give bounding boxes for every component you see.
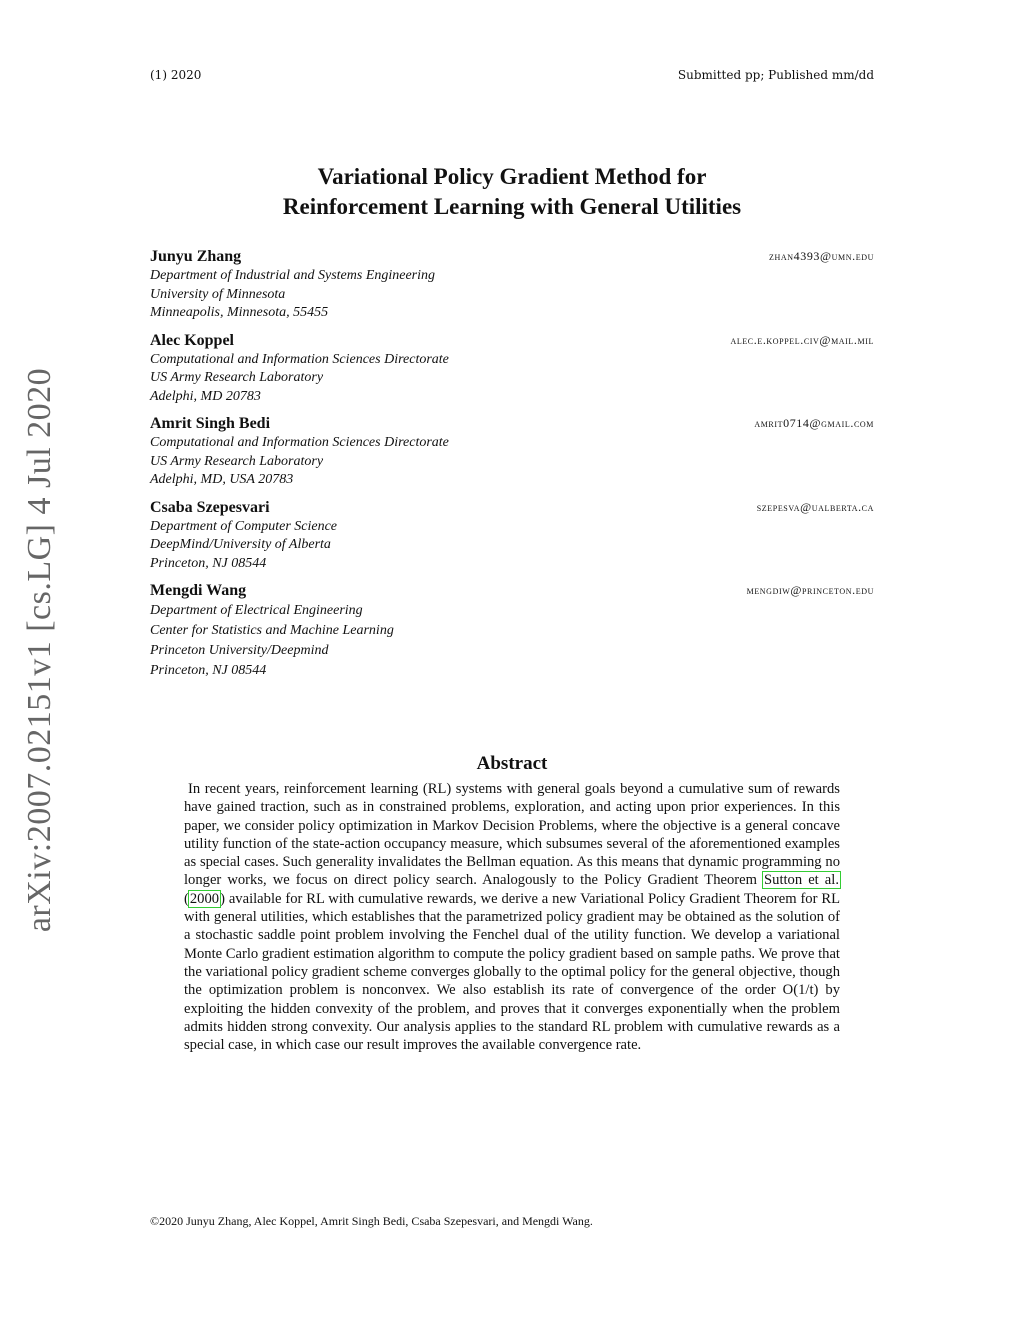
author-email[interactable]: amrit0714@gmail.com — [754, 416, 874, 430]
author-block — [150, 331, 874, 407]
affiliation-line: Computational and Information Sciences Directorate — [150, 351, 449, 367]
author-name: Csaba Szepesvari — [150, 498, 270, 516]
author-block — [150, 414, 874, 490]
author-name: Amrit Singh Bedi — [150, 415, 271, 432]
affiliation-line: Department of Electrical Engineering — [150, 603, 363, 618]
paper-title — [150, 162, 874, 222]
affiliation-line: Princeton University/Deepmind — [150, 643, 329, 658]
affiliation-line: Center for Statistics and Machine Learning — [150, 623, 394, 638]
affiliation-line: Princeton, NJ 08544 — [150, 663, 267, 678]
running-header-left: (1) 2020 — [150, 68, 202, 82]
author-block — [150, 247, 874, 323]
citation-link-author[interactable]: Sutton et al. — [764, 872, 839, 889]
title-line-2: Reinforcement Learning with General Utilities — [282, 194, 742, 219]
copyright-notice: ©2020 Junyu Zhang, Alec Koppel, Amrit Singh Bedi, Csaba Szepesvari, and Mengdi Wang. — [150, 1214, 593, 1228]
author-email[interactable]: mengdiw@princeton.edu — [746, 583, 874, 597]
title-line-1: Variational Policy Gradient Method for — [317, 164, 707, 189]
abstract-text-before-citation: In recent years, reinforcement learning (RL) systems with general goals beyond a cumulative sum of rewards have gained traction, such as in constrained problems, exploration, and acting upon prior experiences. In this paper, we consider policy optimization in Markov Decision Problems, where the objective is a general concave utility function of the state-action occupancy measure, which subsumes several of the aforementioned examples as special cases. Such generality invalidates the Bellman equation. As this means that dynamic programming no longer works, we focus on direct policy search. Analogously to the Policy Gradient Theorem — [184, 781, 840, 889]
affiliation-line: Adelphi, MD, USA 20783 — [150, 472, 294, 487]
citation-link-year[interactable]: 2000 — [189, 890, 220, 907]
abstract-heading: Abstract — [476, 753, 548, 774]
author-block — [150, 498, 874, 574]
affiliation-line: US Army Research Laboratory — [150, 370, 324, 385]
author-name: Mengdi Wang — [150, 582, 247, 599]
abstract-text-after-citation: available for RL with cumulative rewards, we derive a new Variational Policy Gradient Theorem for RL with general utilities, which establishes that the parametrized policy gradient may be obtained as the solution of a stochastic saddle point problem involving the Fenchel dual of the utility function. We develop a variational Monte Carlo gradient estimation algorithm to compute the policy gradient based on sample paths. We prove that the variational policy gradient scheme converges globally to the optimal policy for the general objective, though the optimization problem is nonconvex. We also establish its rate of convergence of the order O(1/t) by exploiting the hidden convexity of the problem, and proves that it converges exponentially when the problem admits hidden strong convexity. Our analysis applies to the standard RL problem with cumulative rewards as a special case, in which case our result improves the available convergence rate. — [184, 890, 840, 1054]
affiliation-line: University of Minnesota — [150, 286, 286, 302]
author-email[interactable]: alec.e.koppel.civ@mail.mil — [730, 332, 874, 347]
affiliation-line: Minneapolis, Minnesota, 55455 — [150, 305, 329, 320]
affiliation-line: Department of Computer Science — [150, 518, 338, 534]
affiliation-line: US Army Research Laboratory — [150, 453, 324, 469]
affiliation-line: Adelphi, MD 20783 — [150, 388, 261, 404]
author-email[interactable]: szepesva@ualberta.ca — [756, 499, 874, 514]
affiliation-line: Computational and Information Sciences Directorate — [150, 435, 449, 450]
author-list — [150, 247, 874, 689]
running-header-right: Submitted pp; Published mm/dd — [677, 68, 874, 82]
affiliation-line: DeepMind/University of Alberta — [150, 537, 331, 552]
affiliation-line: Department of Industrial and Systems Engineering — [150, 268, 436, 283]
abstract-text: In recent years, reinforcement learning (RL) systems with general goals beyond a cumulative sum of rewards have gained traction, such as in constrained problems, exploration, and acting upon prior experiences. In this paper, we consider policy optimization in Markov Decision Problems, where the objective is a general concave utility function of the state-action occupancy measure, which subsumes several of the aforementioned examples as special cases. Such generality invalidates the Bellman equation. As this means that dynamic programming no longer works, we focus on direct policy search. Analogously to the Policy Gradient Theorem Sutton et al. (2000) available for RL with cumulative rewards, we derive a new Variational Policy Gradient Theorem for RL with general utilities, which establishes that the parametrized policy gradient may be obtained as the solution of a stochastic saddle point problem involving the Fenchel dual of the utility function. We develop a variational Monte Carlo gradient estimation algorithm to compute the policy gradient based on sample paths. We prove that the variational policy gradient scheme converges globally to the optimal policy for the general objective, though the optimization problem is nonconvex. We also establish its rate of convergence of the order O(1/t) by exploiting the hidden convexity of the problem, and proves that it converges exponentially when the problem admits hidden strong convexity. Our analysis applies to the standard RL problem with cumulative rewards as a special case, in which case our result improves the available convergence rate. — [184, 781, 840, 1054]
author-email[interactable]: zhan4393@umn.edu — [769, 249, 874, 263]
affiliation-line: Princeton, NJ 08544 — [150, 555, 267, 571]
arxiv-identifier-stamp: arXiv:2007.02151v1 [cs.LG] 4 Jul 2020 — [21, 367, 58, 933]
author-name: Junyu Zhang — [150, 248, 242, 265]
author-block — [150, 581, 874, 681]
author-name: Alec Koppel — [150, 331, 234, 349]
